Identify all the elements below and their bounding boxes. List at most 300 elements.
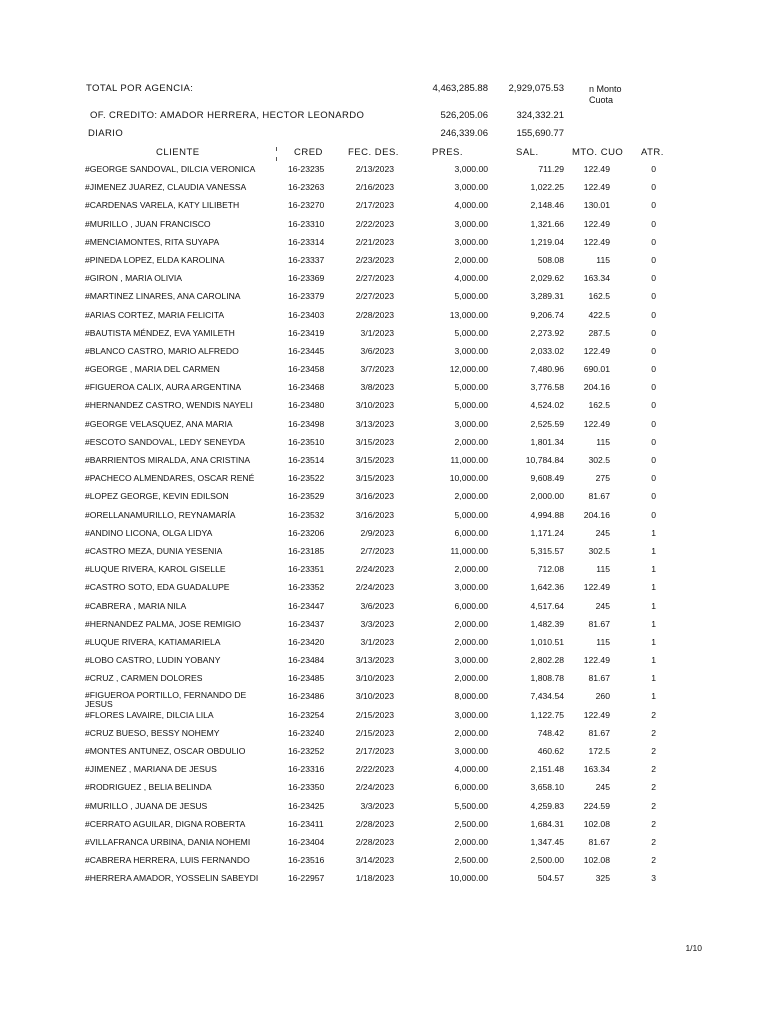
cell-mto-cuo: 115	[596, 436, 610, 447]
cell-sal: 2,033.02	[530, 345, 564, 356]
cell-cred: 16-23379	[288, 291, 325, 302]
cell-atr: 1	[651, 673, 656, 684]
cell-atr: 0	[651, 236, 656, 247]
cell-fec-des: 2/16/2023	[355, 182, 394, 193]
cell-cliente: #CASTRO MEZA, DUNIA YESENIA	[85, 545, 223, 556]
table-row	[0, 799, 768, 817]
cell-mto-cuo: 81.67	[588, 673, 610, 684]
cell-fec-des: 2/24/2023	[355, 782, 394, 793]
table-row	[0, 526, 768, 544]
cell-pres: 3,000.00	[454, 582, 488, 593]
cell-fec-des: 2/28/2023	[355, 309, 394, 320]
table-row	[0, 726, 768, 744]
cell-cred: 16-23310	[288, 218, 325, 229]
cell-cliente: #JIMENEZ JUAREZ, CLAUDIA VANESSA	[85, 182, 247, 193]
cell-atr: 2	[651, 818, 656, 829]
cell-pres: 4,000.00	[454, 764, 488, 775]
cell-fec-des: 3/10/2023	[355, 673, 394, 684]
table-row	[0, 853, 768, 871]
cell-atr: 0	[651, 455, 656, 465]
cell-pres: 5,000.00	[454, 509, 488, 520]
cell-atr: 2	[651, 836, 656, 847]
table-row	[0, 617, 768, 635]
cell-fec-des: 3/10/2023	[355, 691, 394, 702]
cell-cred: 16-23480	[288, 400, 325, 411]
cell-cred: 16-23532	[288, 509, 325, 520]
cell-mto-cuo: 102.08	[583, 818, 610, 829]
cell-sal: 712.08	[537, 564, 564, 575]
cell-sal: 2,148.46	[530, 200, 564, 211]
cell-cliente: #GEORGE , MARIA DEL CARMEN	[85, 364, 220, 375]
table-row	[0, 562, 768, 580]
cell-fec-des: 2/24/2023	[355, 564, 394, 575]
cell-cred: 16-23403	[288, 309, 325, 320]
cell-mto-cuo: 122.49	[583, 218, 610, 229]
cell-fec-des: 3/6/2023	[360, 600, 394, 611]
cell-fec-des: 2/15/2023	[355, 709, 394, 720]
table-row	[0, 635, 768, 653]
cell-cred: 16-23252	[288, 746, 325, 756]
cell-mto-cuo: 302.5	[588, 455, 610, 465]
cell-pres: 6,000.00	[454, 600, 488, 611]
cell-pres: 2,000.00	[454, 491, 488, 502]
cell-sal: 2,500.00	[530, 855, 564, 866]
cell-mto-cuo: 122.49	[583, 345, 610, 356]
cell-cliente: #GIRON , MARIA OLIVIA	[85, 273, 182, 284]
officer-sal: 324,332.21	[516, 110, 564, 121]
cell-pres: 6,000.00	[454, 527, 488, 538]
cell-sal: 508.08	[537, 254, 564, 265]
table-row	[0, 871, 768, 889]
table-row	[0, 817, 768, 835]
daily-sal: 155,690.77	[516, 128, 564, 139]
cell-cred: 16-23235	[288, 164, 325, 174]
cell-atr: 2	[651, 709, 656, 720]
cell-atr: 1	[651, 527, 656, 538]
cell-mto-cuo: 122.49	[583, 182, 610, 193]
cell-atr: 0	[651, 182, 656, 193]
cell-mto-cuo: 102.08	[583, 855, 610, 866]
cell-fec-des: 2/22/2023	[355, 218, 394, 229]
cell-cred: 16-23419	[288, 327, 325, 338]
cell-sal: 3,776.58	[530, 382, 564, 393]
cell-cred: 16-23263	[288, 182, 325, 193]
cell-fec-des: 2/27/2023	[355, 273, 394, 284]
cell-cliente: #GEORGE VELASQUEZ, ANA MARIA	[85, 418, 233, 429]
cell-cred: 16-23316	[288, 764, 325, 775]
cell-fec-des: 2/27/2023	[355, 291, 394, 302]
cell-sal: 4,517.64	[530, 600, 564, 611]
cell-cliente: #MENCIAMONTES, RITA SUYAPA	[85, 236, 220, 247]
cell-pres: 10,000.00	[449, 873, 488, 884]
cell-atr: 0	[651, 273, 656, 284]
cell-fec-des: 2/9/2023	[360, 527, 394, 538]
table-row	[0, 435, 768, 453]
cell-mto-cuo: 224.59	[583, 800, 610, 811]
cell-sal: 1,219.04	[530, 236, 564, 247]
cell-cliente: #GEORGE SANDOVAL, DILCIA VERONICA	[85, 164, 256, 174]
cell-pres: 3,000.00	[454, 236, 488, 247]
cell-sal: 1,801.34	[530, 436, 564, 447]
cell-pres: 2,000.00	[454, 673, 488, 684]
cell-sal: 7,434.54	[530, 691, 564, 702]
total-label: TOTAL POR AGENCIA:	[86, 83, 194, 94]
cell-mto-cuo: 287.5	[588, 327, 610, 338]
total-note: n Monto Cuota	[589, 84, 622, 105]
cell-pres: 4,000.00	[454, 200, 488, 211]
cell-mto-cuo: 163.34	[583, 273, 610, 284]
cell-cred: 16-23516	[288, 855, 325, 866]
cell-fec-des: 3/3/2023	[360, 800, 394, 811]
cell-cred: 16-23484	[288, 655, 325, 666]
cell-fec-des: 2/17/2023	[355, 746, 394, 756]
cell-cliente: #FIGUEROA PORTILLO, FERNANDO DE JESUS	[85, 690, 247, 710]
table-row	[0, 599, 768, 617]
cell-cred: 16-23486	[288, 691, 325, 702]
total-sal: 2,929,075.53	[508, 83, 564, 94]
column-divider	[276, 157, 277, 161]
cell-fec-des: 2/23/2023	[355, 254, 394, 265]
cell-cliente: #MURILLO , JUAN FRANCISCO	[85, 218, 211, 229]
cell-pres: 5,000.00	[454, 400, 488, 411]
table-row	[0, 198, 768, 216]
cell-atr: 0	[651, 291, 656, 302]
cell-pres: 2,000.00	[454, 836, 488, 847]
cell-fec-des: 3/16/2023	[355, 509, 394, 520]
cell-cliente: #CERRATO AGUILAR, DIGNA ROBERTA	[85, 818, 246, 829]
daily-pres: 246,339.06	[440, 128, 488, 139]
cell-mto-cuo: 122.49	[583, 164, 610, 174]
cell-cred: 16-23270	[288, 200, 325, 211]
cell-atr: 1	[651, 545, 656, 556]
cell-atr: 2	[651, 764, 656, 775]
cell-atr: 1	[651, 618, 656, 629]
client-table	[0, 162, 768, 890]
cell-cliente: #LUQUE RIVERA, KAROL GISELLE	[85, 564, 226, 575]
cell-cred: 16-23425	[288, 800, 325, 811]
cell-mto-cuo: 122.49	[583, 655, 610, 666]
cell-pres: 2,500.00	[454, 818, 488, 829]
table-row	[0, 162, 768, 180]
cell-cred: 16-23437	[288, 618, 325, 629]
cell-sal: 9,206.74	[530, 309, 564, 320]
table-row	[0, 417, 768, 435]
cell-pres: 5,000.00	[454, 382, 488, 393]
cell-sal: 10,784.84	[525, 455, 564, 465]
cell-pres: 2,000.00	[454, 727, 488, 738]
cell-cliente: #LOPEZ GEORGE, KEVIN EDILSON	[85, 491, 229, 502]
cell-sal: 4,524.02	[530, 400, 564, 411]
cell-cred: 16-23411	[288, 818, 324, 829]
cell-cred: 16-23350	[288, 782, 325, 793]
total-pres: 4,463,285.88	[432, 83, 488, 94]
cell-sal: 5,315.57	[530, 545, 564, 556]
cell-mto-cuo: 115	[596, 636, 610, 647]
cell-pres: 10,000.00	[449, 473, 488, 484]
cell-atr: 2	[651, 727, 656, 738]
cell-cliente: #CRUZ BUESO, BESSY NOHEMY	[85, 727, 220, 738]
cell-cred: 16-23522	[288, 473, 325, 484]
cell-cred: 16-23404	[288, 836, 325, 847]
table-row	[0, 308, 768, 326]
cell-cliente: #LOBO CASTRO, LUDIN YOBANY	[85, 655, 221, 666]
cell-atr: 0	[651, 200, 656, 211]
cell-sal: 3,658.10	[530, 782, 564, 793]
cell-atr: 2	[651, 782, 656, 793]
cell-sal: 2,273.92	[530, 327, 564, 338]
cell-pres: 5,500.00	[454, 800, 488, 811]
cell-cred: 16-23445	[288, 345, 325, 356]
cell-atr: 2	[651, 855, 656, 866]
cell-cliente: #ESCOTO SANDOVAL, LEDY SENEYDA	[85, 436, 245, 447]
column-headers	[0, 147, 768, 159]
cell-cliente: #RODRIGUEZ , BELIA BELINDA	[85, 782, 212, 793]
table-row	[0, 780, 768, 798]
cell-cliente: #LUQUE RIVERA, KATIAMARIELA	[85, 636, 221, 647]
cell-cliente: #FLORES LAVAIRE, DILCIA LILA	[85, 709, 214, 720]
cell-fec-des: 2/17/2023	[355, 200, 394, 211]
cell-fec-des: 2/24/2023	[355, 582, 394, 593]
cell-fec-des: 2/7/2023	[360, 545, 394, 556]
cell-cliente: #ANDINO LICONA, OLGA LIDYA	[85, 527, 213, 538]
cell-cliente: #ARIAS CORTEZ, MARIA FELICITA	[85, 309, 225, 320]
cell-cliente: #CABRERA , MARIA NILA	[85, 600, 187, 611]
cell-pres: 5,000.00	[454, 291, 488, 302]
table-row	[0, 471, 768, 489]
cell-sal: 1,171.24	[530, 527, 564, 538]
col-mto-cuo: MTO. CUO	[572, 147, 624, 158]
col-atr: ATR.	[641, 147, 664, 158]
table-row	[0, 235, 768, 253]
cell-mto-cuo: 245	[595, 782, 610, 793]
officer-label: OF. CREDITO: AMADOR HERRERA, HECTOR LEONARDO	[90, 110, 365, 121]
cell-atr: 2	[651, 746, 656, 756]
cell-cred: 16-23185	[288, 545, 325, 556]
cell-cred: 16-23206	[288, 527, 325, 538]
cell-atr: 0	[651, 436, 656, 447]
cell-sal: 2,151.48	[530, 764, 564, 775]
cell-cliente: #BLANCO CASTRO, MARIO ALFREDO	[85, 345, 239, 356]
cell-mto-cuo: 422.5	[588, 309, 610, 320]
cell-cliente: #PINEDA LOPEZ, ELDA KAROLINA	[85, 254, 225, 265]
cell-mto-cuo: 130.01	[583, 200, 610, 211]
cell-cred: 16-23352	[288, 582, 325, 593]
cell-cred: 16-23485	[288, 673, 325, 684]
table-row	[0, 489, 768, 507]
cell-atr: 0	[651, 309, 656, 320]
cell-pres: 2,000.00	[454, 636, 488, 647]
cell-cliente: #JIMENEZ , MARIANA DE JESUS	[85, 764, 217, 775]
cell-pres: 13,000.00	[449, 309, 488, 320]
cell-cred: 16-23510	[288, 436, 325, 447]
cell-cliente: #CASTRO SOTO, EDA GUADALUPE	[85, 582, 230, 593]
cell-mto-cuo: 162.5	[588, 291, 610, 302]
cell-mto-cuo: 115	[596, 254, 610, 265]
cell-pres: 5,000.00	[454, 327, 488, 338]
cell-cred: 16-23468	[288, 382, 325, 393]
table-row	[0, 326, 768, 344]
cell-sal: 1,010.51	[530, 636, 564, 647]
cell-fec-des: 1/18/2023	[355, 873, 394, 884]
cell-mto-cuo: 302.5	[588, 545, 610, 556]
cell-pres: 3,000.00	[454, 182, 488, 193]
table-row	[0, 289, 768, 307]
cell-fec-des: 2/13/2023	[355, 164, 394, 174]
table-row	[0, 271, 768, 289]
cell-cliente: #HERNANDEZ PALMA, JOSE REMIGIO	[85, 618, 241, 629]
cell-pres: 2,500.00	[454, 855, 488, 866]
cell-cliente: #BARRIENTOS MIRALDA, ANA CRISTINA	[85, 455, 251, 465]
cell-pres: 12,000.00	[449, 364, 488, 375]
cell-sal: 4,259.83	[530, 800, 564, 811]
table-row	[0, 744, 768, 762]
cell-cliente: #VILLAFRANCA URBINA, DANIA NOHEMI	[85, 836, 251, 847]
table-row	[0, 362, 768, 380]
cell-fec-des: 3/15/2023	[355, 473, 394, 484]
table-row	[0, 217, 768, 235]
cell-mto-cuo: 122.49	[583, 418, 610, 429]
cell-pres: 4,000.00	[454, 273, 488, 284]
cell-atr: 1	[651, 582, 656, 593]
cell-pres: 6,000.00	[454, 782, 488, 793]
cell-mto-cuo: 163.34	[583, 764, 610, 775]
col-cliente: CLIENTE	[156, 147, 200, 158]
table-row	[0, 544, 768, 562]
daily-label: DIARIO	[88, 128, 124, 139]
cell-mto-cuo: 81.67	[588, 836, 610, 847]
cell-cred: 16-22957	[288, 873, 325, 884]
cell-pres: 11,000.00	[450, 455, 488, 465]
col-pres: PRES.	[432, 147, 464, 158]
table-row	[0, 453, 768, 471]
cell-cred: 16-23254	[288, 709, 325, 720]
cell-mto-cuo: 204.16	[583, 509, 610, 520]
cell-atr: 0	[651, 491, 656, 502]
table-row	[0, 344, 768, 362]
cell-cred: 16-23240	[288, 727, 325, 738]
cell-mto-cuo: 122.49	[583, 709, 610, 720]
cell-fec-des: 3/16/2023	[355, 491, 394, 502]
cell-sal: 2,525.59	[530, 418, 564, 429]
table-row	[0, 508, 768, 526]
cell-fec-des: 3/8/2023	[360, 382, 394, 393]
officer-pres: 526,205.06	[440, 110, 488, 121]
cell-sal: 2,802.28	[530, 655, 564, 666]
cell-atr: 0	[651, 364, 656, 375]
cell-fec-des: 2/15/2023	[355, 727, 394, 738]
cell-cliente: #MONTES ANTUNEZ, OSCAR OBDULIO	[85, 746, 246, 756]
cell-mto-cuo: 81.67	[588, 727, 610, 738]
cell-cred: 16-23458	[288, 364, 325, 375]
cell-cred: 16-23420	[288, 636, 325, 647]
cell-mto-cuo: 325	[595, 873, 610, 884]
table-row	[0, 180, 768, 198]
cell-atr: 0	[651, 254, 656, 265]
cell-cliente: #MURILLO , JUANA DE JESUS	[85, 800, 208, 811]
cell-pres: 3,000.00	[454, 655, 488, 666]
cell-sal: 1,808.78	[530, 673, 564, 684]
cell-fec-des: 2/28/2023	[355, 836, 394, 847]
cell-sal: 748.42	[537, 727, 564, 738]
table-row	[0, 671, 768, 689]
cell-sal: 9,608.49	[530, 473, 564, 484]
cell-mto-cuo: 115	[596, 564, 610, 575]
cell-fec-des: 3/7/2023	[360, 364, 394, 375]
cell-fec-des: 2/22/2023	[355, 764, 394, 775]
cell-atr: 0	[651, 473, 656, 484]
table-row	[0, 835, 768, 853]
cell-cliente: #ORELLANAMURILLO, REYNAMARÍA	[85, 509, 236, 520]
cell-sal: 460.62	[537, 746, 564, 756]
cell-atr: 0	[651, 164, 656, 174]
cell-pres: 3,000.00	[454, 709, 488, 720]
table-row	[0, 253, 768, 271]
table-row	[0, 708, 768, 726]
cell-mto-cuo: 122.49	[583, 582, 610, 593]
cell-sal: 504.57	[537, 873, 564, 884]
cell-atr: 1	[651, 564, 656, 575]
cell-pres: 3,000.00	[454, 164, 488, 174]
table-row	[0, 689, 768, 710]
cell-pres: 3,000.00	[454, 218, 488, 229]
cell-sal: 711.29	[538, 164, 564, 174]
cell-mto-cuo: 275	[595, 473, 610, 484]
cell-pres: 3,000.00	[454, 746, 488, 756]
cell-cliente: #CABRERA HERRERA, LUIS FERNANDO	[85, 855, 250, 866]
cell-fec-des: 3/10/2023	[355, 400, 394, 411]
cell-atr: 1	[651, 600, 656, 611]
cell-cred: 16-23447	[288, 600, 325, 611]
table-row	[0, 398, 768, 416]
cell-sal: 4,994.88	[530, 509, 564, 520]
cell-mto-cuo: 81.67	[588, 618, 610, 629]
cell-sal: 3,289.31	[530, 291, 564, 302]
cell-cred: 16-23498	[288, 418, 325, 429]
cell-atr: 2	[651, 800, 656, 811]
col-fec-des: FEC. DES.	[348, 147, 399, 158]
cell-fec-des: 3/15/2023	[355, 436, 394, 447]
cell-cred: 16-23369	[288, 273, 325, 284]
cell-sal: 2,000.00	[530, 491, 564, 502]
cell-fec-des: 2/28/2023	[355, 818, 394, 829]
cell-sal: 7,480.96	[530, 364, 564, 375]
cell-pres: 3,000.00	[454, 345, 488, 356]
cell-cliente: #HERRERA AMADOR, YOSSELIN SABEYDI	[85, 873, 259, 884]
cell-fec-des: 3/1/2023	[360, 327, 394, 338]
cell-mto-cuo: 162.5	[588, 400, 610, 411]
cell-mto-cuo: 81.67	[588, 491, 610, 502]
cell-cred: 16-23314	[288, 236, 325, 247]
cell-pres: 11,000.00	[450, 545, 488, 556]
cell-cred: 16-23351	[288, 564, 325, 575]
cell-mto-cuo: 245	[595, 527, 610, 538]
cell-sal: 1,321.66	[530, 218, 564, 229]
cell-atr: 0	[651, 400, 656, 411]
cell-mto-cuo: 122.49	[583, 236, 610, 247]
cell-atr: 0	[651, 345, 656, 356]
cell-pres: 3,000.00	[454, 418, 488, 429]
cell-atr: 0	[651, 327, 656, 338]
table-row	[0, 580, 768, 598]
table-row	[0, 762, 768, 780]
cell-cliente: #CARDENAS VARELA, KATY LILIBETH	[85, 200, 240, 211]
cell-fec-des: 3/13/2023	[355, 655, 394, 666]
cell-pres: 2,000.00	[454, 564, 488, 575]
cell-pres: 2,000.00	[454, 436, 488, 447]
cell-mto-cuo: 204.16	[583, 382, 610, 393]
cell-mto-cuo: 690.01	[583, 364, 610, 375]
cell-sal: 1,347.45	[530, 836, 564, 847]
